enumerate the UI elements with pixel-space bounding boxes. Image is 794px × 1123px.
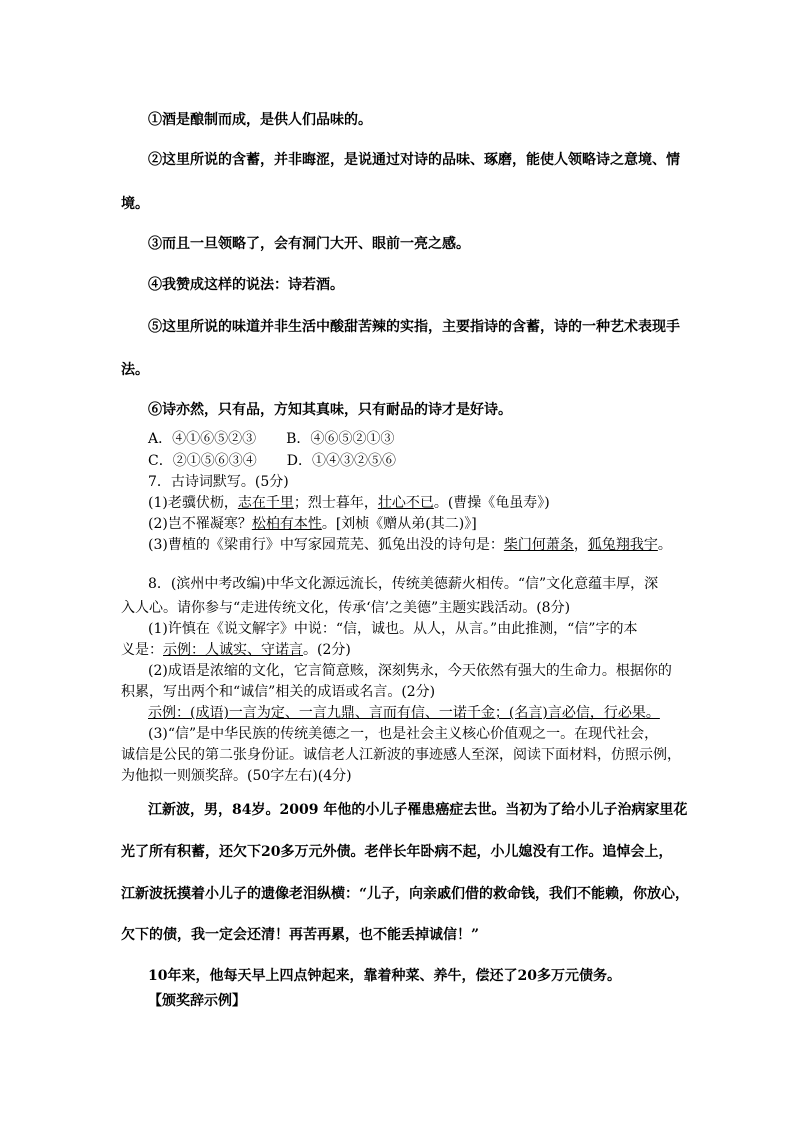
material-paragraph-2: 10年来，他每天早上四点钟起来，靠着种菜、养牛，偿还了20多万元债务。 <box>148 968 621 984</box>
q8-sub2-line-2: 积累，写出两个和“诚信”相关的成语或名言。(2分) <box>121 684 436 700</box>
option-row-2 <box>148 452 396 470</box>
q7-title: 7．古诗词默写。(5分) <box>148 474 289 490</box>
q7-answer-3: 松柏有本性 <box>251 516 322 532</box>
option-d: D．①④③②⑤⑥ <box>286 453 396 469</box>
material-line-2: 光了所有积蓄，还欠下20多万元外债。老伴长年卧病不起，小儿媳没有工作。追悼会上， <box>121 844 673 860</box>
q7-answer-4: 柴门何萧条 <box>503 537 574 553</box>
option-c: C．②①⑤⑥③④ <box>148 453 257 469</box>
q8-sub2-line-1: (2)成语是浓缩的文化，它言简意赅，深刻隽永，今天依然有强大的生命力。根据你的 <box>148 663 672 679</box>
sentence-4: ④我赞成这样的说法：诗若酒。 <box>148 277 344 293</box>
sentence-6: ⑥诗亦然，只有品，方知其真味，只有耐品的诗才是好诗。 <box>148 402 512 418</box>
option-a: A．④①⑥⑤②③ <box>148 431 257 447</box>
award-speech-heading: 【颁奖辞示例】 <box>148 993 246 1009</box>
sentence-5-line-1: ⑤这里所说的味道并非生活中酸甜苦辣的实指，主要指诗的含蓄，诗的一种艺术表现手 <box>148 319 680 335</box>
option-row-1 <box>148 430 394 448</box>
sentence-1: ①酒是酿制而成，是供人们品味的。 <box>148 112 372 128</box>
sentence-2-line-1: ②这里所说的含蓄，并非晦涩，是说通过对诗的品味、琢磨，能使人领略诗之意境、情 <box>148 152 680 168</box>
material-line-3: 江新波抚摸着小儿子的遗像老泪纵横：“儿子，向亲戚们借的救命钱，我们不能赖，你放心， <box>121 886 690 902</box>
q7-item-2: (2)岂不罹凝寒？松柏有本性。[刘桢《赠从弟(其二)》] <box>148 516 477 532</box>
sentence-3: ③而且一旦领略了，会有洞门大开、眼前一亮之感。 <box>148 236 470 252</box>
q8-sub1-line-2: 义是：示例：人诚实、守诺言。(2分) <box>121 642 351 658</box>
option-b: B．④⑥⑤②①③ <box>286 431 395 447</box>
q8-sub3-line-2: 诚信是公民的第二张身份证。诚信老人江新波的事迹感人至深，阅读下面材料，仿照示例， <box>121 747 681 763</box>
q8-sub3-line-1: (3)“信”是中华民族的传统美德之一，也是社会主义核心价值观之一。在现代社会， <box>148 726 659 742</box>
material-line-4: 欠下的债，我一定会还清！再苦再累，也不能丢掉诚信！” <box>121 927 480 943</box>
sentence-5-line-2: 法。 <box>121 362 149 378</box>
q8-sub1-answer: 示例：人诚实、守诺言 <box>163 642 303 658</box>
q8-sub3-line-3: 为他拟一则颁奖辞。(50字左右)(4分) <box>121 768 352 784</box>
q7-answer-5: 狐兔翔我宇 <box>587 537 658 553</box>
q8-sub1-line-1: (1)许慎在《说文解字》中说：“信，诚也。从人，从言。”由此推测，“信”字的本 <box>148 621 638 637</box>
sentence-2-line-2: 境。 <box>121 196 149 212</box>
q7-item-1: (1)老骥伏枥，志在千里；烈士暮年，壮心不已。(曹操《龟虽寿》) <box>148 495 550 511</box>
q7-answer-2: 壮心不已 <box>377 495 434 511</box>
q8-intro-line-2: 入人心。请你参与“走进传统文化，传承‘信’之美德”主题实践活动。(8分) <box>121 600 571 616</box>
q8-intro-line-1: 8．(滨州中考改编)中华文化源远流长，传统美德薪火相传。“信”文化意蕴丰厚，深 <box>148 576 659 592</box>
q8-sub2-answer: 示例：(成语)一言为定、一言九鼎、言而有信、一诺千金；(名言)言必信，行必果。 <box>148 705 660 721</box>
q7-item-3: (3)曹植的《梁甫行》中写家园荒芜、狐兔出没的诗句是：柴门何萧条，狐兔翔我宇。 <box>148 537 672 553</box>
material-line-1: 江新波，男，84岁。2009 年他的小儿子罹患癌症去世。当初为了给小儿子治病家里花 <box>148 802 688 818</box>
q7-answer-1: 志在千里 <box>237 495 294 511</box>
